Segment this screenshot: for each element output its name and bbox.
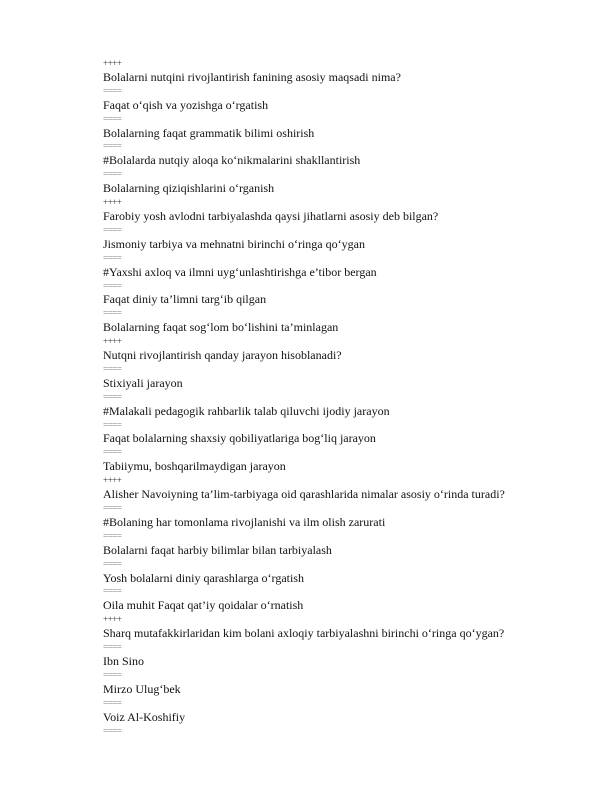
text-line: Bolalarning qiziqishlarini o‘rganish <box>103 181 275 196</box>
text-line: Ibn Sino <box>103 653 145 668</box>
text-line: Bolalarni faqat harbiy bilimlar bilan tarbiyalash <box>103 542 332 557</box>
question-separator: ++++ <box>103 197 122 208</box>
text-line: Faqat diniy ta’limni targ‘ib qilgan <box>103 292 267 307</box>
option-separator: ==== <box>103 280 122 291</box>
text-line: Nutqni rivojlantirish qanday jarayon hisoblanadi? <box>103 348 342 363</box>
option-separator: ==== <box>103 586 122 597</box>
option-separator: ==== <box>103 669 122 680</box>
correct-answer-line: #Yaxshi axloq va ilmni uyg‘unlashtirishga e’tibor bergan <box>103 264 377 279</box>
correct-answer-line: #Malakali pedagogik rahbarlik talab qiluvchi ijodiy jarayon <box>103 403 390 418</box>
option-separator: ==== <box>103 530 122 541</box>
option-separator: ==== <box>103 363 122 374</box>
question-separator: ++++ <box>103 58 122 68</box>
option-separator: ==== <box>103 558 122 569</box>
text-line: Bolalarning faqat grammatik bilimi oshirish <box>103 125 315 140</box>
question-separator: ++++ <box>103 475 122 486</box>
option-separator: ==== <box>103 85 122 96</box>
text-line: Jismoniy tarbiya va mehnatni birinchi o‘ringa qo‘ygan <box>103 236 365 251</box>
option-separator: ==== <box>103 447 122 458</box>
option-separator: ==== <box>103 141 122 152</box>
text-line: Farobiy yosh avlodni tarbiyalashda qaysi jihatlarni asosiy deb bilgan? <box>103 208 439 223</box>
text-line: Stixiyali jarayon <box>103 375 183 390</box>
option-separator: ==== <box>103 113 122 124</box>
option-separator: ==== <box>103 169 122 180</box>
correct-answer-line: #Bolalarda nutqiy aloqa ko‘nikmalarini shakllantirish <box>103 153 361 168</box>
option-separator: ==== <box>103 419 122 430</box>
text-line: Oila muhit Faqat qat’iy qoidalar o‘rnatish <box>103 598 304 613</box>
text-line: Sharq mutafakkirlaridan kim bolani axloqiy tarbiyalashni birinchi o‘ringa qo‘ygan? <box>103 626 505 641</box>
text-line: Tabiiymu, boshqarilmaydigan jarayon <box>103 459 286 474</box>
document-body <box>103 57 552 738</box>
option-separator: ==== <box>103 308 122 319</box>
text-line: Mirzo Ulug‘bek <box>103 681 181 696</box>
option-separator: ==== <box>103 725 122 736</box>
text-line: Yosh bolalarni diniy qarashlarga o‘rgatish <box>103 570 304 585</box>
option-separator: ==== <box>103 642 122 653</box>
option-separator: ==== <box>103 252 122 263</box>
text-line: Bolalarning faqat sog‘lom bo‘lishini ta’minlagan <box>103 320 339 335</box>
text-line: Alisher Navoiyning ta’lim-tarbiyaga oid qarashlarida nimalar asosiy o‘rinda turadi? <box>103 487 505 502</box>
correct-answer-line: #Bolaning har tomonlama rivojlanishi va ilm olish zarurati <box>103 514 386 529</box>
text-line: Faqat o‘qish va yozishga o‘rgatish <box>103 97 269 112</box>
option-separator: ==== <box>103 224 122 235</box>
option-separator: ==== <box>103 391 122 402</box>
text-line: Bolalarni nutqini rivojlantirish fanining asosiy maqsadi nima? <box>103 69 401 84</box>
question-separator: ++++ <box>103 336 122 347</box>
text-line: Faqat bolalarning shaxsiy qobiliyatlariga bog‘liq jarayon <box>103 431 376 446</box>
text-line: Voiz Al-Koshifiy <box>103 709 186 724</box>
option-separator: ==== <box>103 697 122 708</box>
question-separator: ++++ <box>103 614 122 625</box>
option-separator: ==== <box>103 503 122 513</box>
